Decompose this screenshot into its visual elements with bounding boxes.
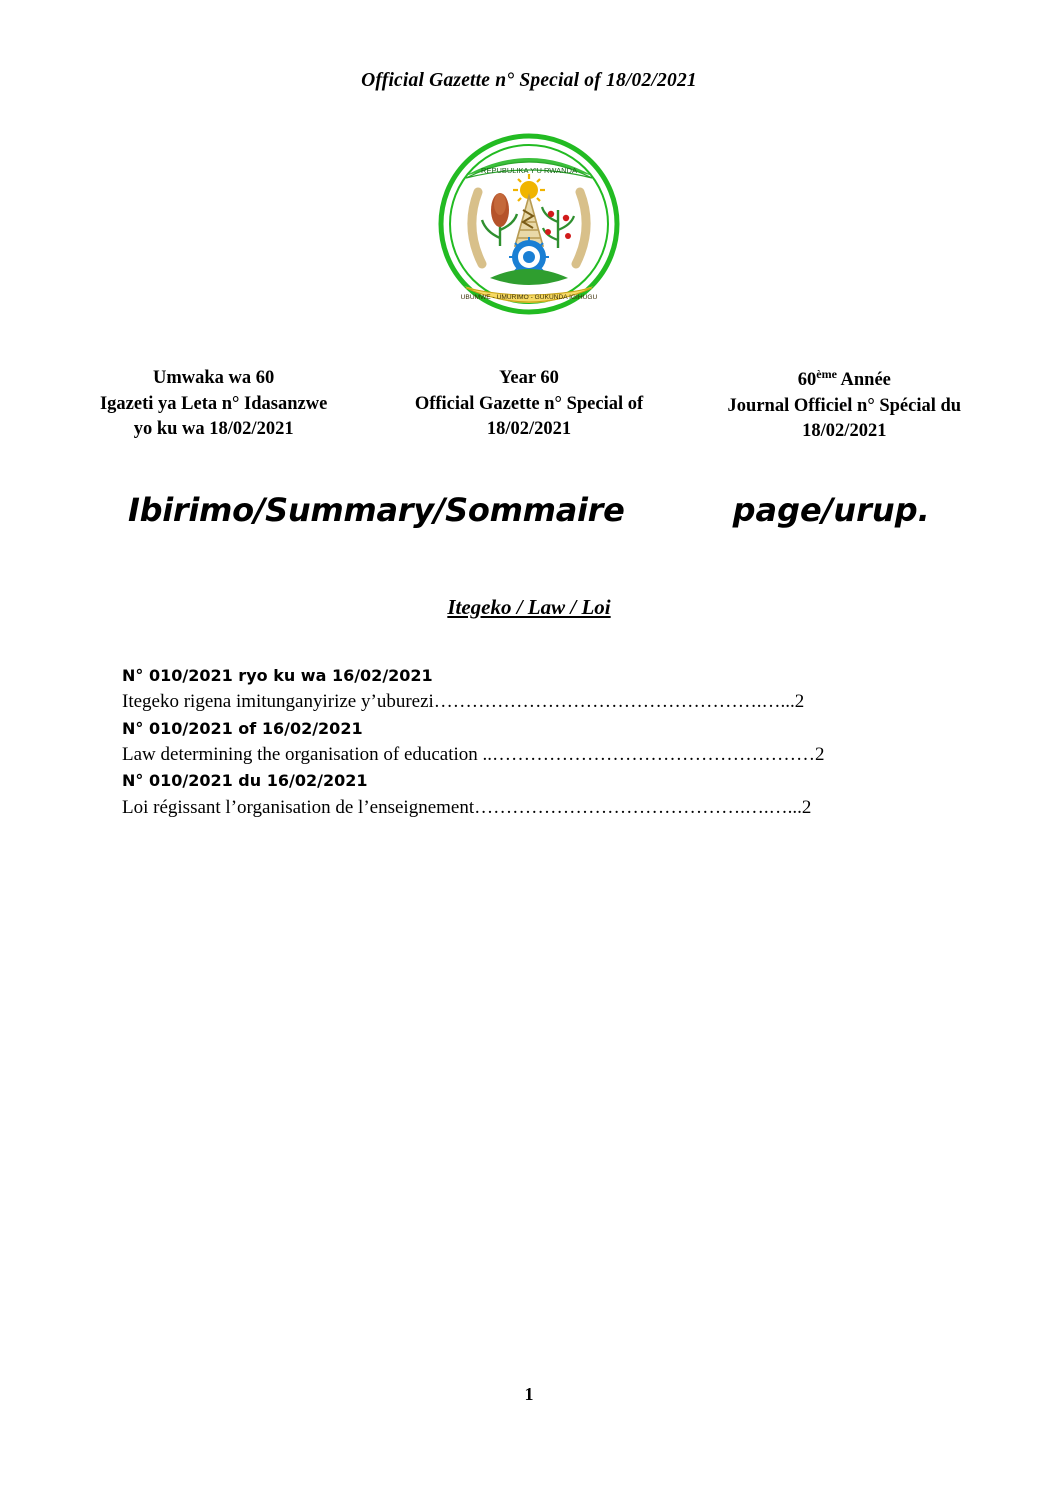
- svg-text:REPUBULIKA Y'U RWANDA: REPUBULIKA Y'U RWANDA: [481, 166, 577, 175]
- entry-description-row: [122, 741, 930, 770]
- list-item: [122, 717, 930, 770]
- column-english: [387, 366, 670, 445]
- entry-title: N° 010/2021 of 16/02/2021: [122, 718, 363, 738]
- column-french-line1: [703, 366, 986, 394]
- summary-header: [0, 491, 1058, 529]
- column-english-line2: Official Gazette n° Special of: [414, 393, 644, 414]
- summary-title: Ibirimo/Summary/Sommaire: [128, 490, 625, 529]
- entry-title: N° 010/2021 ryo ku wa 16/02/2021: [122, 665, 433, 685]
- entry-page-number: 2: [794, 691, 805, 713]
- entry-page-number: 2: [801, 796, 812, 818]
- entry-title: N° 010/2021 du 16/02/2021: [122, 771, 368, 791]
- column-english-line1: Year 60: [499, 368, 559, 388]
- svg-text:UBUMWE - UMURIMO - GUKUNDA IGI: UBUMWE - UMURIMO - GUKUNDA IGIHUGU: [460, 294, 598, 301]
- entry-dots: ……………………………………………: [492, 743, 816, 765]
- entry-description: Law determining the organisation of education ..: [122, 743, 493, 765]
- column-french-line3: 18/02/2021: [802, 421, 887, 442]
- entry-description-row: [122, 794, 930, 823]
- column-kinyarwanda: [72, 366, 355, 445]
- summary-page-label: page/urup.: [732, 490, 930, 529]
- entry-dots: …………………………………………….…...: [433, 691, 795, 713]
- gazette-info-columns: [72, 366, 986, 445]
- column-french-annee: Année: [836, 370, 891, 391]
- column-french: [703, 366, 986, 445]
- rwanda-coat-of-arms-icon: [420, 118, 638, 336]
- column-kinyarwanda-line1: Umwaka wa 60: [153, 368, 275, 388]
- column-french-year: 60: [797, 370, 817, 391]
- page-footer: 1: [524, 1384, 534, 1404]
- column-kinyarwanda-line2: Igazeti ya Leta n° Idasanzwe: [99, 393, 328, 414]
- section-heading-law: Itegeko / Law / Loi: [447, 594, 611, 619]
- list-item: [122, 769, 930, 822]
- column-french-ordinal: ème: [816, 367, 837, 381]
- entry-dots: …………………………………….….…...: [474, 796, 802, 818]
- entry-description: Itegeko rigena imitunganyirize y’uburezi: [122, 691, 434, 713]
- column-kinyarwanda-line3: yo ku wa 18/02/2021: [133, 419, 294, 440]
- column-french-line2: Journal Officiel n° Spécial du: [727, 395, 962, 416]
- page-title: Official Gazette n° Special of 18/02/2021: [361, 70, 697, 91]
- entry-page-number: 2: [815, 743, 825, 765]
- summary-entries: [122, 664, 930, 822]
- list-item: [122, 664, 930, 717]
- column-english-line3: 18/02/2021: [486, 419, 572, 440]
- entry-description: Loi régissant l’organisation de l’enseignement: [122, 796, 475, 818]
- coat-of-arms-wrap: [0, 118, 1058, 336]
- entry-description-row: [122, 688, 930, 717]
